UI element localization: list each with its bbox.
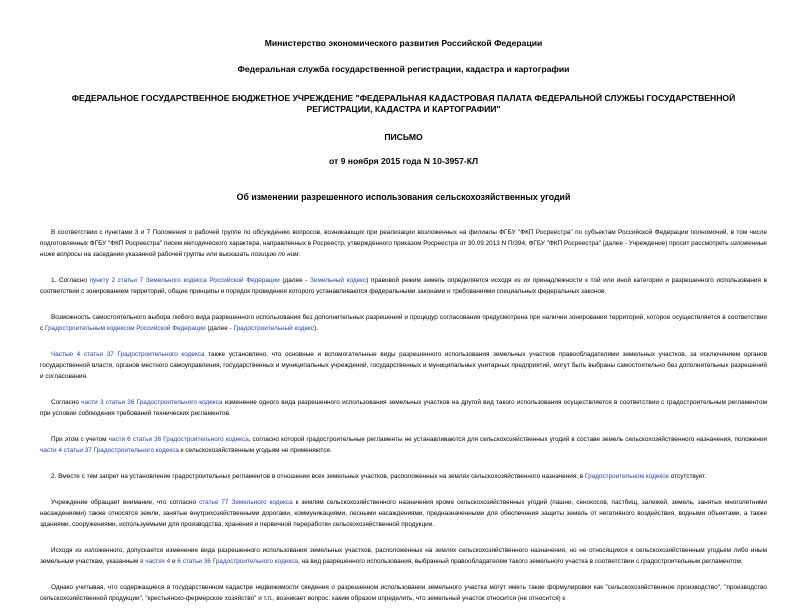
paragraph-text: Возможность самостоятельного выбора любого вида разрешенного использования без дополнительных разрешений и процедур согласования предусмотрена при наличии зонирования территорий, которое осуществляется в соответствии с xyxy=(40,314,767,332)
law-link[interactable]: статье 77 Земельного кодекса xyxy=(199,499,293,506)
law-link[interactable]: в частях 4 xyxy=(140,558,171,565)
paragraph-text: к землям сельскохозяйственного назначения кроме сельскохозяйственных угодий (пашни, сенокосов, пастбищ, залежей, земель, занятых многолетними насаждениями) также относятся земли, занятые внутрихозяйственными дорогами, коммуникациями, лесными насаждениями, предназначенными для обеспечения защиты земель от негативного воздействия, водными объектами, а также зданиями, сооружениями, используемыми для производства, хранения и первичной переработки сельскохозяйственной продукции. xyxy=(40,499,767,528)
paragraph-7 xyxy=(40,497,767,530)
paragraph-text: на заседании указанной рабочей группы или высказать xyxy=(82,251,251,258)
paragraph-3 xyxy=(40,349,767,382)
paragraph-text: , на вид разрешенного использования, выбранный правообладателем такого земельного участка в соответствии с градостроительным регламентом. xyxy=(297,558,743,565)
paragraph-4 xyxy=(40,397,767,419)
paragraph-6 xyxy=(40,471,767,482)
law-link[interactable]: Градостроительном кодексе xyxy=(584,473,669,480)
paragraph-1 xyxy=(40,275,767,297)
document-page xyxy=(0,38,807,609)
paragraph-text: изменение одного вида разрешенного использования земельных участков на другой вид такого использования осуществляется в соответствии с градостроительным регламентом при условии соблюдения требований технических регламентов. xyxy=(40,399,767,417)
document-subject: Об изменении разрешенного использования сельскохозяйственных угодий xyxy=(236,192,571,202)
paragraph-text: , согласно которой градостроительные регламенты не устанавливаются для сельскохозяйственных угодий в составе земель сельскохозяйственного назначения, положения xyxy=(248,436,767,443)
paragraph-text: В соответствии с пунктами 3 и 7 Положения о рабочей группе по обсуждению вопросов, возникающих при реализации возложенных на филиалы ФГБУ "ФКП Росреестра" по субъектам Российской Федерации полномочий, в том числе подготовленных ФГБУ "ФКП Росреестра" писем методического характера, направленных в Росреестр, утвержденного приказом Росреестра от 30.09.2013 N П/394, ФГБУ "ФКП Росреестра" (далее - Учреждение) просит рассмотреть xyxy=(40,229,767,247)
paragraph-text: Исходя из изложенного, допускается изменение вида разрешенного использования земельных участков, расположенных на землях сельскохозяйственного назначения, но не относящихся к сельскохозяйственным угодьям либо иным земельным участкам, указанным xyxy=(40,547,767,565)
paragraph-5 xyxy=(40,434,767,456)
paragraph-8 xyxy=(40,545,767,567)
law-link[interactable]: пункту 2 статьи 7 Земельного кодекса Российской Федерации xyxy=(89,277,280,284)
law-link[interactable]: Частью 4 статьи 37 Градостроительного кодекса xyxy=(51,351,205,358)
paragraph-text: 1. Согласно xyxy=(51,277,90,284)
law-link[interactable]: Земельный кодекс xyxy=(310,277,367,284)
paragraph-9 xyxy=(40,582,767,604)
document-date: от 9 ноября 2015 года N 10-3957-КЛ xyxy=(329,156,478,166)
document-type: ПИСЬМО xyxy=(384,132,423,142)
paragraph-text: Учреждение обращает внимание, что согласно xyxy=(51,499,200,506)
service-title: Федеральная служба государственной регистрации, кадастра и картографии xyxy=(237,64,570,74)
law-link[interactable]: части 4 статьи 37 Градостроительного кодекса xyxy=(40,447,179,454)
law-link[interactable]: части 6 статьи 36 Градостроительного кодекса xyxy=(108,436,249,443)
paragraph-text: (далее - xyxy=(279,277,311,284)
paragraph-intro xyxy=(40,227,767,260)
paragraph-text: ). xyxy=(314,325,319,332)
paragraph-text: к сельскохозяйственным угодьям не применяются. xyxy=(178,447,332,454)
paragraph-2 xyxy=(40,312,767,334)
emphasis-text: позицию по ним. xyxy=(250,251,301,258)
ministry-title: Министерство экономического развития Российской Федерации xyxy=(264,38,543,48)
paragraph-text: 2. Вместе с тем запрет на установление градостроительных регламентов в отношении всех земельных участков, расположенных на землях сельскохозяйственного назначения, в xyxy=(51,473,585,480)
emphasis-text: изложенные ниже вопросы xyxy=(40,240,767,258)
paragraph-text: ) правовой режим земель определяется исходя из их принадлежности к той или иной категории и разрешенного использования в соответствии с зонированием территорий, общие принципы и порядок проведения которого устанавливаются федеральными законами и требованиями специальных федеральных законов. xyxy=(40,277,767,295)
law-link[interactable]: части 3 статьи 36 Градостроительного кодекса xyxy=(81,399,223,406)
paragraph-text: Однако учитывая, что содержащиеся в государственном кадастре недвижимости сведения о разрешенном использовании земельного участка могут иметь такие формулировки как "сельскохозяйственное производство", "производство сельскохозяйственной продукции", "крестьянско-фермерское хозяйство" и т.п., возникает вопрос: каким образом определить, что земельный участок относится (не относится) к xyxy=(40,584,767,602)
law-link[interactable]: 6 статьи 36 Градостроительного кодекса xyxy=(177,558,298,565)
paragraph-text: отсутствует. xyxy=(668,473,707,480)
paragraph-text: (далее - xyxy=(205,325,234,332)
organization-title: ФЕДЕРАЛЬНОЕ ГОСУДАРСТВЕННОЕ БЮДЖЕТНОЕ УЧРЕЖДЕНИЕ "ФЕДЕРАЛЬНАЯ КАДАСТРОВАЯ ПАЛАТА ФЕДЕРАЛЬНОЙ СЛУЖБЫ ГОСУДАРСТВЕННОЙ РЕГИСТРАЦИИ, КАДАСТРА И КАРТОГРАФИИ" xyxy=(71,93,736,114)
document-body xyxy=(40,227,767,604)
law-link[interactable]: Градостроительный кодекс xyxy=(233,325,315,332)
paragraph-text: Согласно xyxy=(51,399,82,406)
law-link[interactable]: Градостроительным кодексом Российской Федерации xyxy=(44,325,206,332)
paragraph-text: также установлено, что основные и вспомогательные виды разрешенного использования земельных участков правообладателями земельных участков, за исключением органов государственной власти, органов местного самоуправления, государственных и муниципальных учреждений, государственных и муниципальных унитарных предприятий, могут быть выбраны самостоятельно без дополнительных разрешений и согласования. xyxy=(40,351,767,380)
paragraph-text: и xyxy=(170,558,178,565)
paragraph-text: При этом с учетом xyxy=(51,436,109,443)
